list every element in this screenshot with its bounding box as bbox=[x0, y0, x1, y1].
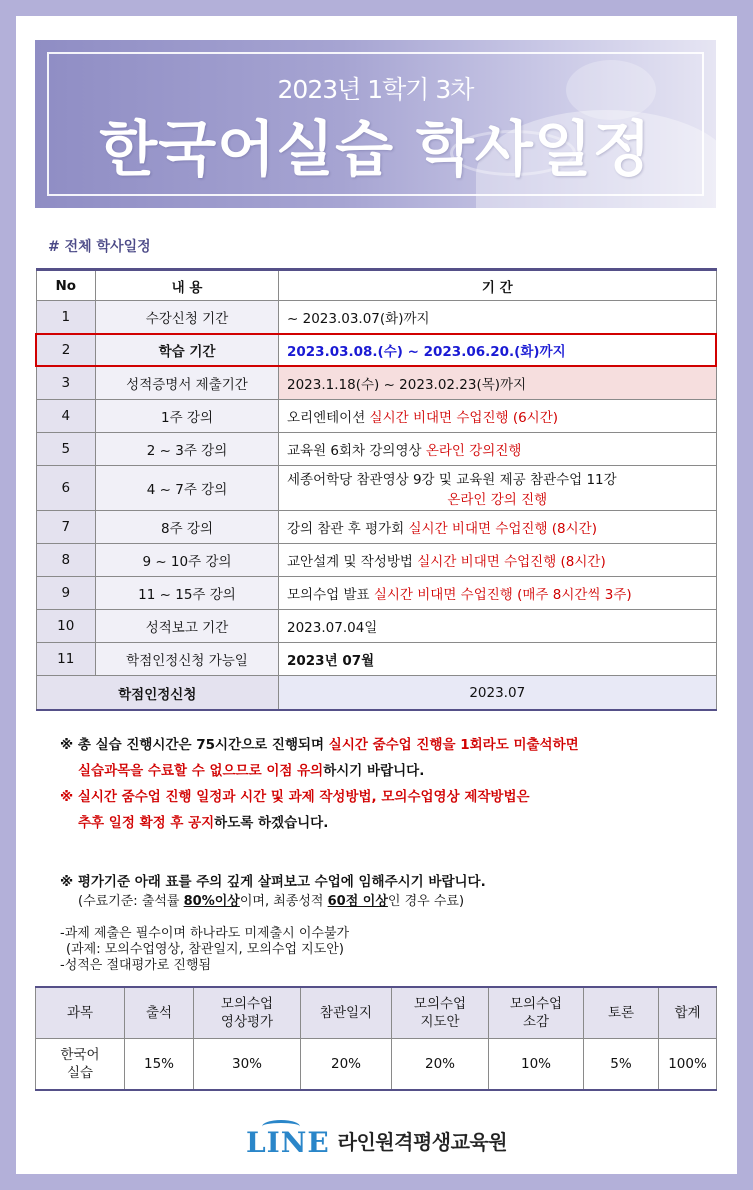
note-line bbox=[60, 758, 579, 784]
grade-header: 토론 bbox=[584, 987, 659, 1039]
criteria-text: 이며, 최종성적 bbox=[239, 894, 328, 909]
criteria-text: (수료기준: 출석률 bbox=[78, 894, 184, 909]
note-line: ※ 실시간 줌수업 진행 일정과 시간 및 과제 작성방법, 모의수업영상 제작방법은 bbox=[60, 789, 530, 805]
period-text: 오리엔테이션 bbox=[287, 410, 370, 426]
row-no: 6 bbox=[36, 466, 96, 511]
row-name: 9 ~ 10주 강의 bbox=[96, 544, 279, 577]
row-period bbox=[279, 577, 717, 610]
row-name: 11 ~ 15주 강의 bbox=[96, 577, 279, 610]
grade-header: 출석 bbox=[125, 987, 194, 1039]
row-name: 수강신청 기간 bbox=[96, 301, 279, 335]
grade-value: 10% bbox=[489, 1039, 584, 1091]
grade-value: 20% bbox=[301, 1039, 392, 1091]
institution-name: 라인원격평생교육원 bbox=[337, 1129, 508, 1154]
table-row bbox=[36, 577, 716, 610]
period-text: 교육원 6회차 강의영상 bbox=[287, 443, 426, 459]
row-name: 학습 기간 bbox=[96, 334, 279, 366]
period-text: 모의수업 발표 bbox=[287, 587, 374, 603]
banner-title: 한국어실습 학사일정 bbox=[99, 115, 652, 185]
grade-value: 30% bbox=[194, 1039, 301, 1091]
note-text: 하도록 하겠습니다. bbox=[214, 815, 329, 831]
row-no: 8 bbox=[36, 544, 96, 577]
header-no: No bbox=[36, 270, 96, 301]
row-name: 학점인정신청 가능일 bbox=[96, 643, 279, 676]
row-period: 2023.03.08.(수) ~ 2023.06.20.(화)까지 bbox=[279, 334, 717, 366]
banner-subtitle: 2023년 1학기 3차 bbox=[277, 75, 474, 104]
criteria-title: ※ 평가기준 아래 표를 주의 깊게 살펴보고 수업에 임해주시기 바랍니다. bbox=[60, 874, 486, 890]
footer-logo bbox=[16, 1120, 737, 1160]
row-period: 2023.07.04일 bbox=[279, 610, 717, 643]
schedule-header-row bbox=[36, 270, 716, 301]
notes bbox=[60, 732, 579, 836]
grade-value: 100% bbox=[659, 1039, 717, 1091]
criteria-text: 인 경우 수료) bbox=[387, 894, 465, 909]
row-period bbox=[279, 400, 717, 433]
period-red-text: 실시간 비대면 수업진행 (8시간) bbox=[408, 521, 597, 537]
banner bbox=[35, 40, 716, 208]
table-row bbox=[36, 511, 716, 544]
grade-header: 과목 bbox=[36, 987, 125, 1039]
table-row bbox=[36, 301, 716, 335]
table-row-highlighted bbox=[36, 334, 716, 366]
table-row bbox=[36, 610, 716, 643]
row-no: 1 bbox=[36, 301, 96, 335]
grade-value: 15% bbox=[125, 1039, 194, 1091]
row-name: 성적증명서 제출기간 bbox=[96, 366, 279, 400]
note-warning: 추후 일정 확정 후 공지 bbox=[78, 815, 215, 831]
period-text: 세종어학당 참관영상 9강 및 교육원 제공 참관수업 11강 bbox=[287, 472, 617, 488]
note-line bbox=[60, 732, 579, 758]
section-title: # 전체 학사일정 bbox=[48, 239, 151, 255]
grade-value: 5% bbox=[584, 1039, 659, 1091]
period-red-text: 온라인 강의진행 bbox=[425, 443, 522, 459]
line-logo-mark: LINE bbox=[246, 1122, 330, 1159]
table-row bbox=[36, 400, 716, 433]
criteria bbox=[60, 872, 486, 974]
row-no: 7 bbox=[36, 511, 96, 544]
criteria-line: (과제: 모의수업영상, 참관일지, 모의수업 지도안) bbox=[66, 942, 344, 957]
row-period bbox=[279, 433, 717, 466]
row-name: 8주 강의 bbox=[96, 511, 279, 544]
grade-header: 모의수업 소감 bbox=[489, 987, 584, 1039]
table-row bbox=[36, 433, 716, 466]
criteria-score: 60점 이상 bbox=[327, 894, 388, 909]
criteria-attendance: 80%이상 bbox=[183, 894, 240, 909]
note-warning: 실습과목을 수료할 수 없으므로 이점 유의 bbox=[78, 763, 324, 779]
grade-header: 모의수업 지도안 bbox=[392, 987, 489, 1039]
period-text: 교안설계 및 작성방법 bbox=[287, 554, 418, 570]
row-period: 2023.1.18(수) ~ 2023.02.23(목)까지 bbox=[279, 366, 717, 400]
grading-header-row bbox=[36, 987, 717, 1039]
row-name: 4 ~ 7주 강의 bbox=[96, 466, 279, 511]
criteria-completion bbox=[60, 892, 486, 912]
criteria-line: -성적은 절대평가로 진행됨 bbox=[60, 958, 212, 973]
period-red-text: 실시간 비대면 수업진행 (6시간) bbox=[369, 410, 559, 426]
grade-value: 20% bbox=[392, 1039, 489, 1091]
row-name: 성적보고 기간 bbox=[96, 610, 279, 643]
grade-subject: 한국어 실습 bbox=[36, 1039, 125, 1091]
period-text: 강의 참관 후 평가회 bbox=[287, 521, 409, 537]
row-no: 2 bbox=[36, 334, 96, 366]
schedule-table bbox=[35, 268, 717, 711]
criteria-lines bbox=[60, 926, 486, 974]
table-row bbox=[36, 366, 716, 400]
grading-value-row bbox=[36, 1039, 717, 1091]
header-content: 내 용 bbox=[96, 270, 279, 301]
note-text: ※ 총 실습 진행시간은 75시간으로 진행되며 bbox=[60, 737, 329, 753]
grade-header: 합계 bbox=[659, 987, 717, 1039]
page bbox=[16, 16, 737, 1174]
note-text: 하시기 바랍니다. bbox=[323, 763, 425, 779]
row-period bbox=[279, 511, 717, 544]
row-period bbox=[279, 544, 717, 577]
grade-header: 모의수업 영상평가 bbox=[194, 987, 301, 1039]
row-no: 4 bbox=[36, 400, 96, 433]
criteria-line: -과제 제출은 필수이며 하나라도 미제출시 이수불가 bbox=[60, 926, 350, 941]
row-no: 11 bbox=[36, 643, 96, 676]
row-period: ~ 2023.03.07(화)까지 bbox=[279, 301, 717, 335]
row-period bbox=[279, 466, 717, 511]
table-row bbox=[36, 466, 716, 511]
final-row-name: 학점인정신청 bbox=[36, 676, 279, 711]
note-warning: 실시간 줌수업 진행을 1회라도 미출석하면 bbox=[328, 737, 579, 753]
grading-table bbox=[35, 986, 717, 1091]
grade-header: 참관일지 bbox=[301, 987, 392, 1039]
row-name: 1주 강의 bbox=[96, 400, 279, 433]
table-row bbox=[36, 643, 716, 676]
row-no: 3 bbox=[36, 366, 96, 400]
row-name: 2 ~ 3주 강의 bbox=[96, 433, 279, 466]
row-no: 5 bbox=[36, 433, 96, 466]
table-row-final bbox=[36, 676, 716, 711]
note-line bbox=[60, 810, 579, 836]
row-period: 2023년 07월 bbox=[279, 643, 717, 676]
period-red-text: 실시간 비대면 수업진행 (8시간) bbox=[417, 554, 606, 570]
period-red-text: 실시간 비대면 수업진행 (매주 8시간씩 3주) bbox=[373, 587, 632, 603]
period-red-text: 온라인 강의 진행 bbox=[447, 492, 548, 508]
row-no: 9 bbox=[36, 577, 96, 610]
row-no: 10 bbox=[36, 610, 96, 643]
table-row bbox=[36, 544, 716, 577]
final-row-value: 2023.07 bbox=[279, 676, 717, 711]
header-period: 기 간 bbox=[279, 270, 717, 301]
